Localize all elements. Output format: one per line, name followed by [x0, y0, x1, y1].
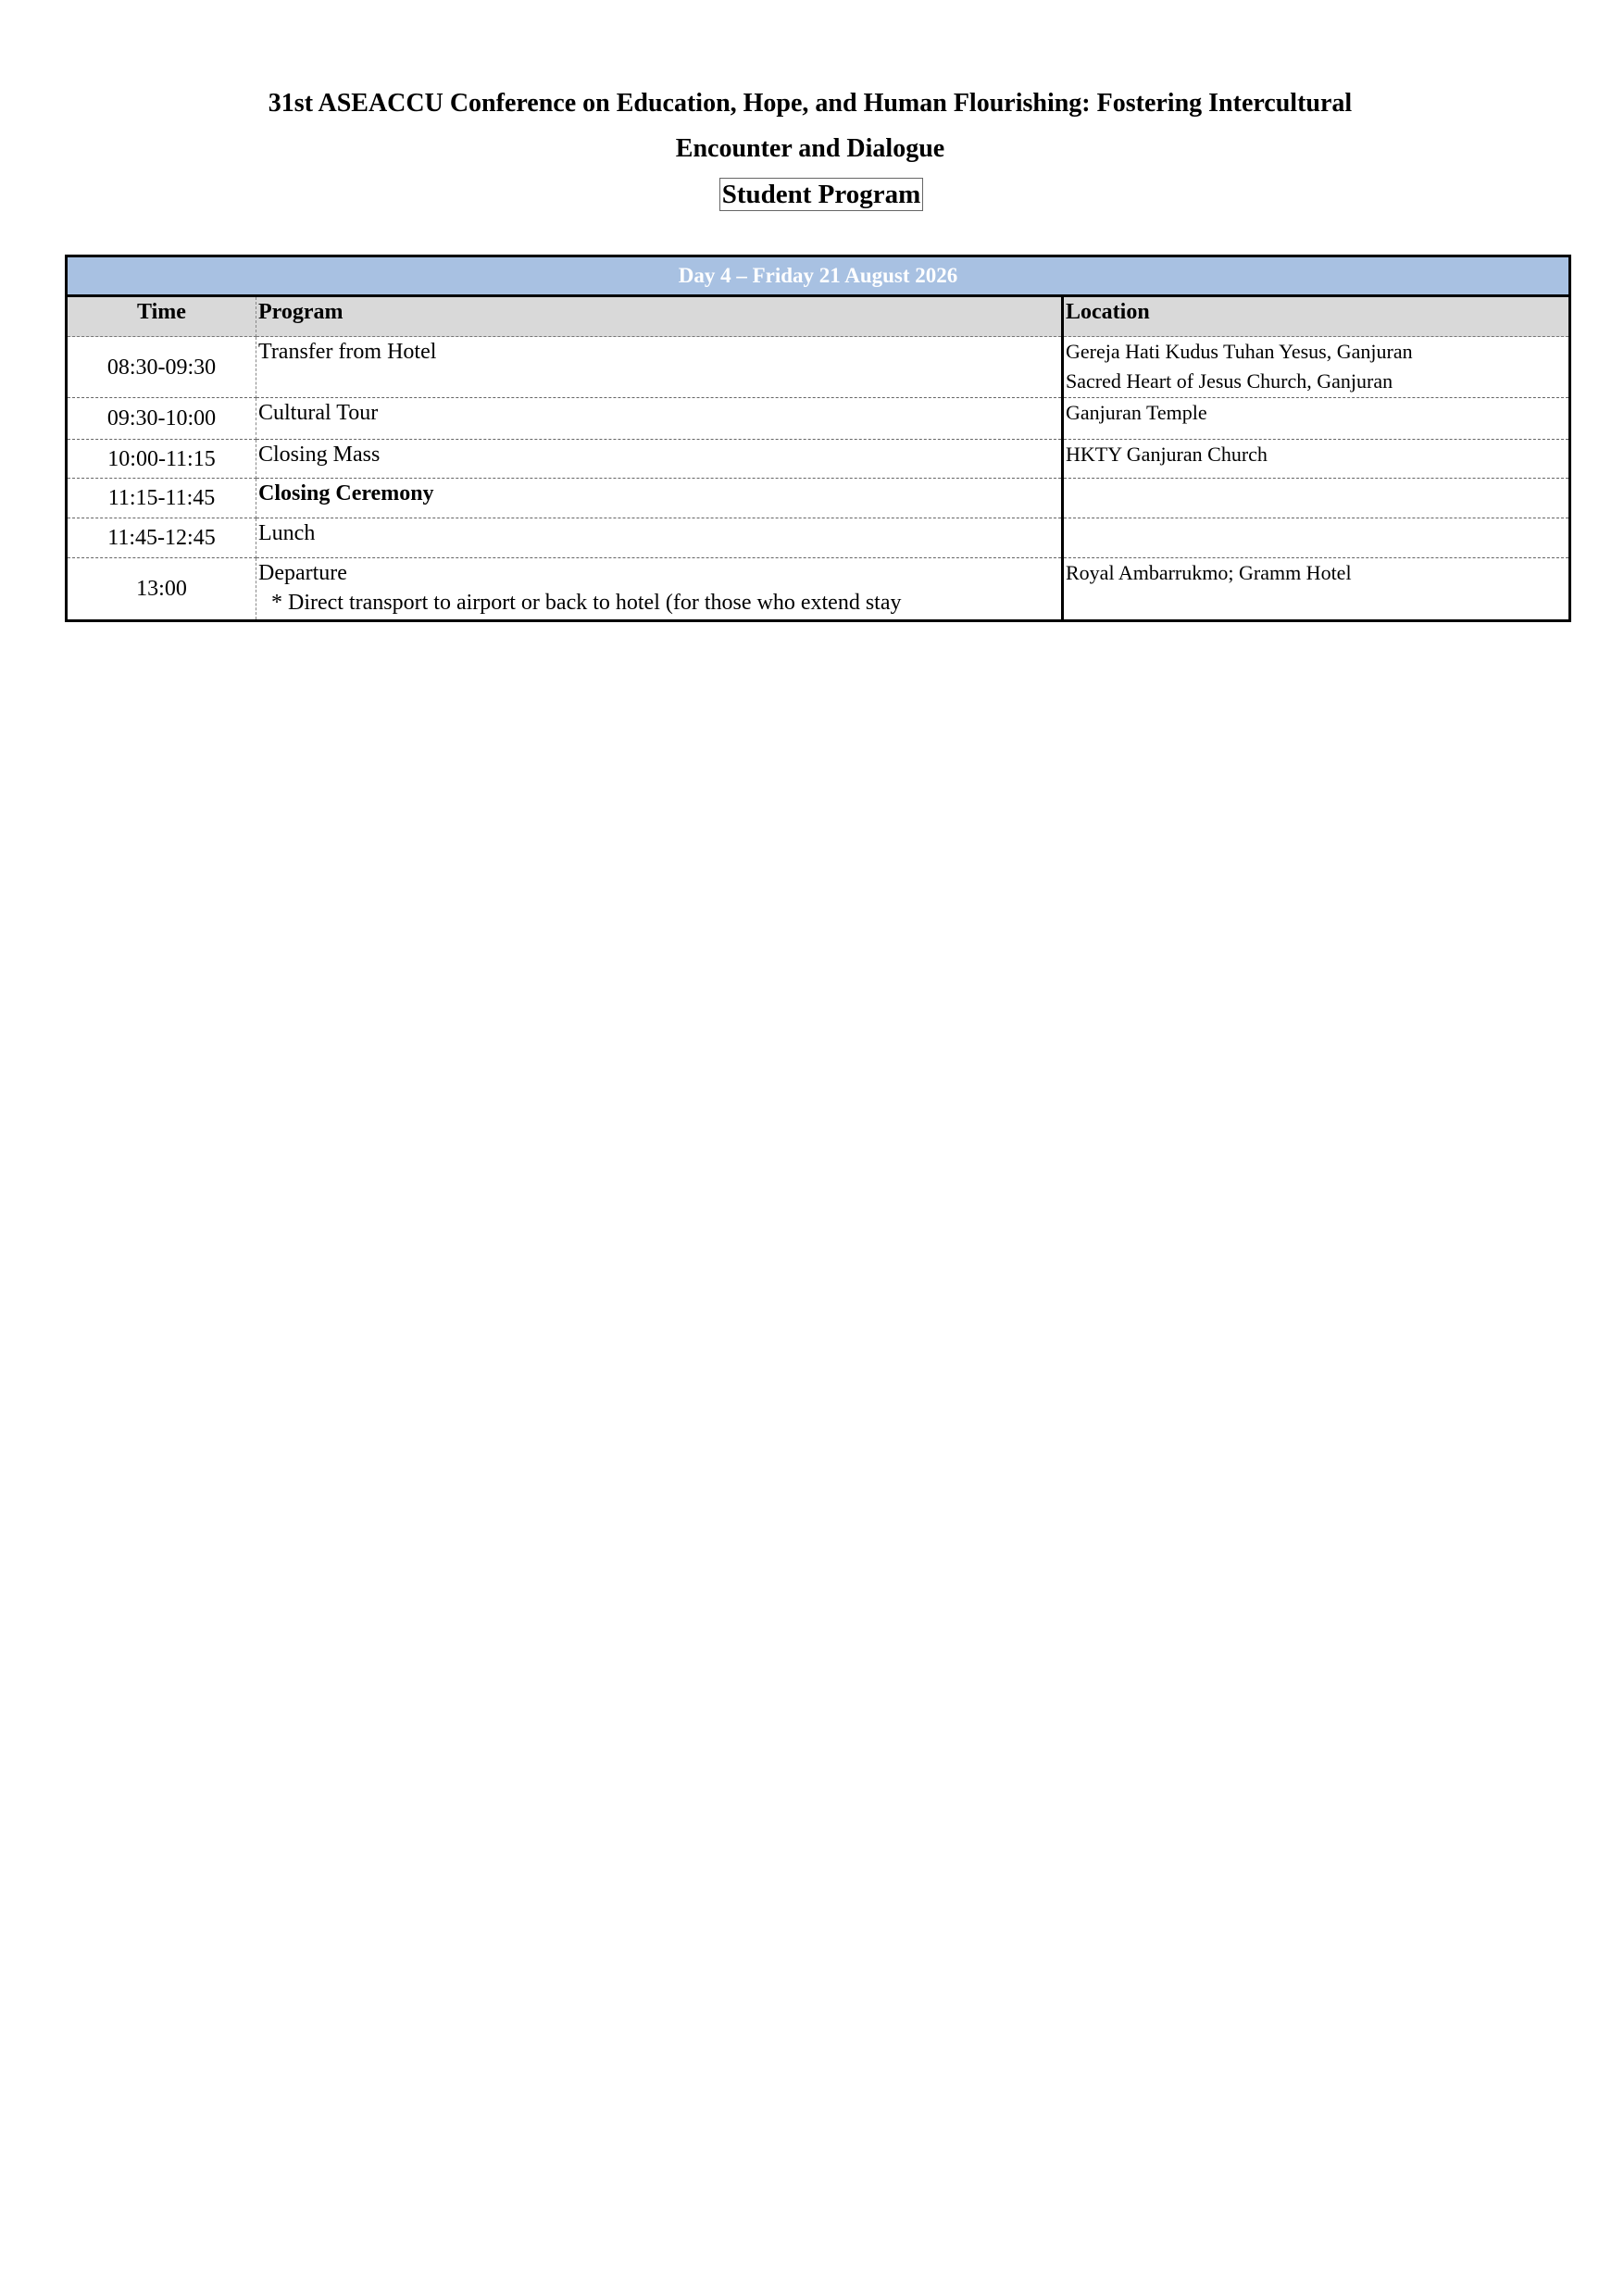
table-row	[67, 440, 1570, 479]
column-header-time: Time	[67, 296, 256, 337]
column-header-location: Location	[1063, 296, 1570, 337]
location-cell: Royal Ambarrukmo; Gramm Hotel	[1063, 558, 1570, 621]
program-cell: Transfer from Hotel	[256, 337, 1063, 398]
program-cell: Closing Ceremony	[256, 479, 1063, 518]
location-cell	[1063, 337, 1570, 398]
program-title: Departure	[258, 561, 347, 585]
time-cell: 11:45-12:45	[67, 518, 256, 558]
location-cell	[1063, 518, 1570, 558]
location-cell: HKTY Ganjuran Church	[1063, 440, 1570, 479]
location-line: Sacred Heart of Jesus Church, Ganjuran	[1066, 369, 1393, 393]
program-cell: Lunch	[256, 518, 1063, 558]
time-cell: 10:00-11:15	[67, 440, 256, 479]
column-header-program: Program	[256, 296, 1063, 337]
day-header: Day 4 – Friday 21 August 2026	[67, 256, 1570, 296]
program-cell: Closing Mass	[256, 440, 1063, 479]
location-cell: Ganjuran Temple	[1063, 398, 1570, 440]
time-cell: 13:00	[67, 558, 256, 621]
time-cell: 11:15-11:45	[67, 479, 256, 518]
program-note: * Direct transport to airport or back to hotel (for those who extend stay	[271, 591, 902, 615]
document-title-line1: 31st ASEACCU Conference on Education, Hope, and Human Flourishing: Fostering Intercultural	[268, 89, 1353, 118]
location-cell	[1063, 479, 1570, 518]
table-row	[67, 479, 1570, 518]
document-title-line2: Encounter and Dialogue	[675, 134, 945, 163]
program-cell	[256, 558, 1063, 621]
program-cell: Cultural Tour	[256, 398, 1063, 440]
time-cell: 08:30-09:30	[67, 337, 256, 398]
student-program-heading: Student Program	[719, 178, 924, 211]
table-row	[67, 558, 1570, 621]
location-line: Gereja Hati Kudus Tuhan Yesus, Ganjuran	[1066, 340, 1413, 363]
time-cell: 09:30-10:00	[67, 398, 256, 440]
schedule-table	[65, 255, 1571, 622]
table-row	[67, 398, 1570, 440]
table-row	[67, 337, 1570, 398]
table-row	[67, 518, 1570, 558]
